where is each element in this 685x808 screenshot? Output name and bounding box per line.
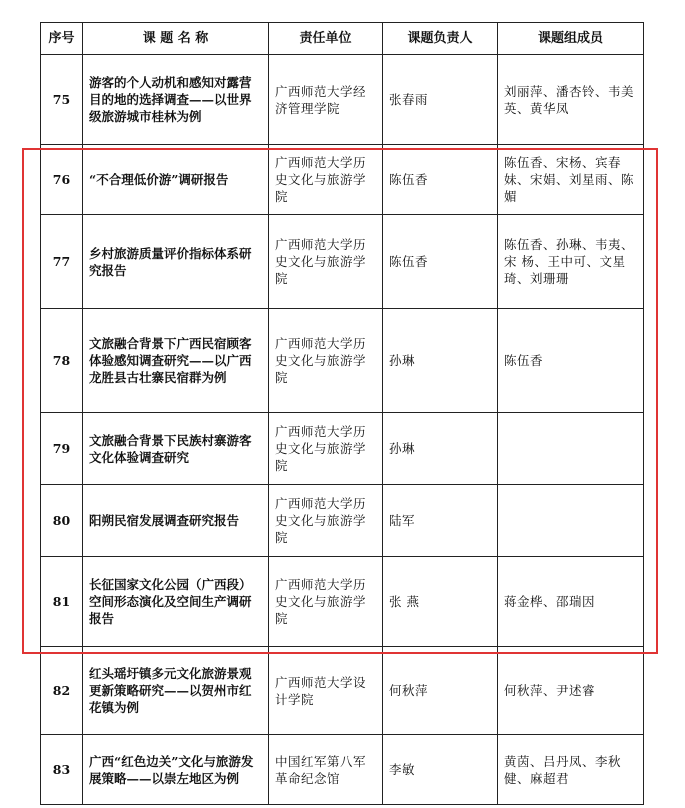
row-unit: 广西师范大学历史文化与旅游学院	[269, 413, 383, 485]
row-members: 蒋金桦、邵瑞因	[498, 557, 644, 647]
header-no: 序号	[41, 23, 83, 55]
row-topic: 红头瑶圩镇多元文化旅游景观更新策略研究——以贺州市红花镇为例	[83, 647, 269, 735]
table-row	[41, 413, 644, 485]
row-unit: 广西师范大学历史文化与旅游学院	[269, 309, 383, 413]
table-row	[41, 485, 644, 557]
header-members: 课题组成员	[498, 23, 644, 55]
project-table	[40, 22, 644, 805]
row-members: 黄茵、吕丹凤、李秋健、麻超君	[498, 735, 644, 805]
row-topic: 广西“红色边关”文化与旅游发展策略——以崇左地区为例	[83, 735, 269, 805]
row-members	[498, 413, 644, 485]
header-unit: 责任单位	[269, 23, 383, 55]
table-row	[41, 647, 644, 735]
row-topic: 游客的个人动机和感知对露营目的地的选择调查——以世界级旅游城市桂林为例	[83, 55, 269, 145]
header-row	[41, 23, 644, 55]
header-lead: 课题负责人	[383, 23, 498, 55]
row-members: 陈伍香、孙琳、韦夷、宋 杨、王中可、文星琦、刘珊珊	[498, 215, 644, 309]
row-number: 75	[41, 55, 83, 145]
row-unit: 广西师范大学经济管理学院	[269, 55, 383, 145]
row-number: 80	[41, 485, 83, 557]
row-number: 82	[41, 647, 83, 735]
row-members: 陈伍香	[498, 309, 644, 413]
header-topic: 课 题 名 称	[83, 23, 269, 55]
row-members: 陈伍香、宋杨、宾春妹、宋娟、刘星雨、陈 媚	[498, 145, 644, 215]
row-lead: 陈伍香	[383, 145, 498, 215]
table-row	[41, 215, 644, 309]
row-number: 78	[41, 309, 83, 413]
row-topic: 乡村旅游质量评价指标体系研究报告	[83, 215, 269, 309]
row-topic: 文旅融合背景下民族村寨游客文化体验调查研究	[83, 413, 269, 485]
row-number: 81	[41, 557, 83, 647]
row-members: 刘丽萍、潘杏铃、韦美英、黄华凤	[498, 55, 644, 145]
row-number: 79	[41, 413, 83, 485]
row-unit: 广西师范大学历史文化与旅游学院	[269, 145, 383, 215]
row-lead: 孙琳	[383, 413, 498, 485]
row-unit: 广西师范大学设计学院	[269, 647, 383, 735]
row-members: 何秋萍、尹述睿	[498, 647, 644, 735]
row-unit: 中国红军第八军革命纪念馆	[269, 735, 383, 805]
row-number: 77	[41, 215, 83, 309]
row-number: 83	[41, 735, 83, 805]
row-topic: 长征国家文化公园（广西段）空间形态演化及空间生产调研报告	[83, 557, 269, 647]
row-members	[498, 485, 644, 557]
row-lead: 张春雨	[383, 55, 498, 145]
row-lead: 陆军	[383, 485, 498, 557]
row-number: 76	[41, 145, 83, 215]
row-lead: 何秋萍	[383, 647, 498, 735]
row-lead: 张 燕	[383, 557, 498, 647]
table-row	[41, 309, 644, 413]
table-row	[41, 55, 644, 145]
row-topic: 文旅融合背景下广西民宿顾客体验感知调查研究——以广西龙胜县古壮寨民宿群为例	[83, 309, 269, 413]
row-lead: 孙琳	[383, 309, 498, 413]
row-unit: 广西师范大学历史文化与旅游学院	[269, 215, 383, 309]
table-row	[41, 557, 644, 647]
row-lead: 陈伍香	[383, 215, 498, 309]
table-row	[41, 145, 644, 215]
table-row	[41, 735, 644, 805]
row-lead: 李敏	[383, 735, 498, 805]
row-topic: “不合理低价游”调研报告	[83, 145, 269, 215]
row-unit: 广西师范大学历史文化与旅游学院	[269, 485, 383, 557]
row-unit: 广西师范大学历史文化与旅游学院	[269, 557, 383, 647]
row-topic: 阳朔民宿发展调查研究报告	[83, 485, 269, 557]
